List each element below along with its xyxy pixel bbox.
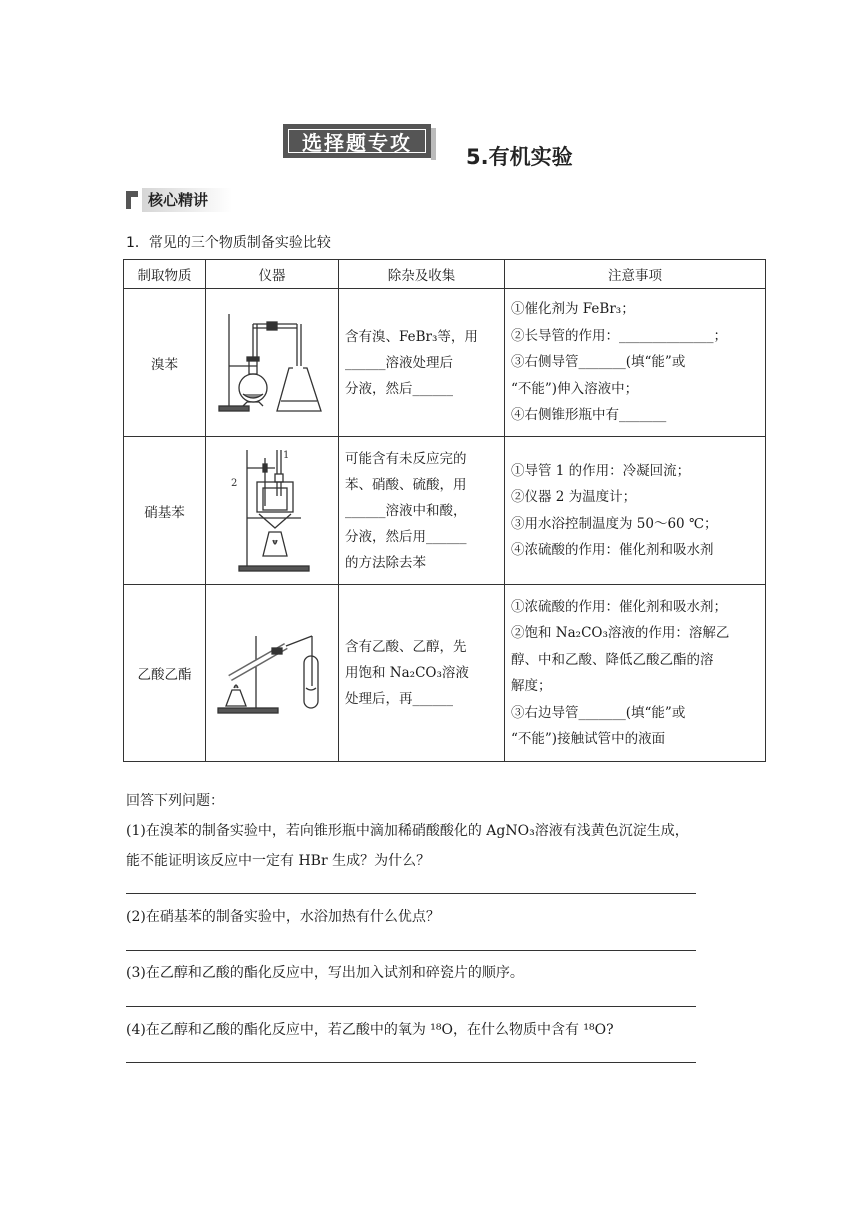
section-title: 核心精讲 — [148, 191, 209, 209]
note-line: ④浓硫酸的作用：催化剂和吸水剂 — [511, 542, 714, 558]
section-banner — [283, 124, 431, 158]
purification-cell — [339, 585, 505, 762]
note-line: “不能”)接触试管中的液面 — [511, 731, 666, 747]
ethyl-acetate-apparatus-icon — [216, 626, 328, 716]
substance-name: 硝基苯 — [124, 437, 206, 585]
purify-line: 可能含有未反应完的 — [345, 450, 467, 467]
answer-blank-4[interactable] — [126, 1062, 696, 1063]
note-line: ①浓硫酸的作用：催化剂和吸水剂； — [511, 598, 727, 615]
purify-line: 含有溴、FeBr₃等，用 — [345, 328, 478, 345]
note-line: “不能”)伸入溶液中； — [511, 380, 639, 397]
purify-line: ______溶液中和酸， — [345, 502, 467, 519]
questions-intro: 回答下列问题： — [126, 793, 224, 809]
substance-name: 乙酸乙酯 — [124, 585, 206, 762]
note-line: ③用水浴控制温度为 50～60 ℃； — [511, 515, 718, 532]
note-line: ③右边导管_______(填“能”或 — [511, 704, 686, 721]
table-row — [124, 585, 766, 762]
topic-title: 5.有机实验 — [466, 145, 573, 169]
answer-blank-3[interactable] — [126, 1006, 696, 1007]
nitrobenzene-apparatus-icon — [217, 444, 327, 574]
purify-line: 处理后，再______ — [345, 691, 453, 707]
question-4: (4)在乙醇和乙酸的酯化反应中，若乙酸中的氧为 ¹⁸O，在什么物质中含有 ¹⁸O? — [126, 1022, 614, 1038]
apparatus-cell — [206, 289, 339, 437]
section-heading — [126, 188, 232, 212]
table-header-row — [124, 260, 766, 289]
note-line: ②长导管的作用：______________； — [511, 327, 727, 344]
apparatus-label-1: 1 — [283, 449, 290, 461]
purification-cell — [339, 289, 505, 437]
note-line: 解度； — [511, 678, 552, 694]
answer-blank-2[interactable] — [126, 950, 696, 951]
note-line: ①导管 1 的作用：冷凝回流； — [511, 462, 691, 479]
header-cell: 除杂及收集 — [339, 260, 505, 289]
purify-line: 苯、硝酸、硫酸，用 — [345, 476, 467, 493]
notes-cell — [505, 289, 766, 437]
note-line: ②饱和 Na₂CO₃溶液的作用：溶解乙 — [511, 625, 730, 641]
question-1-line-a: (1)在溴苯的制备实验中，若向锥形瓶中滴加稀硝酸酸化的 AgNO₃溶液有浅黄色沉淀生成， — [126, 823, 689, 839]
header-cell: 注意事项 — [505, 260, 766, 289]
substance-name: 溴苯 — [124, 289, 206, 437]
note-line: ④右侧锥形瓶中有_______ — [511, 407, 667, 424]
bromobenzene-apparatus-icon — [217, 306, 327, 416]
apparatus-label-2: 2 — [231, 477, 238, 489]
banner-label: 选择题专攻 — [288, 129, 426, 153]
table-row — [124, 289, 766, 437]
note-line: ①催化剂为 FeBr₃； — [511, 301, 635, 318]
purify-line: 含有乙酸、乙醇，先 — [345, 639, 467, 655]
comparison-table — [123, 259, 766, 762]
question-1-line-b: 能不能证明该反应中一定有 HBr 生成？为什么？ — [126, 853, 431, 869]
answer-blank-1[interactable] — [126, 893, 696, 894]
table-row — [124, 437, 766, 585]
purification-cell — [339, 437, 505, 585]
apparatus-cell — [206, 585, 339, 762]
purify-line: 分液，然后用______ — [345, 528, 467, 545]
note-line: ③右侧导管_______(填“能”或 — [511, 354, 686, 371]
purify-line: 的方法除去苯 — [345, 554, 426, 571]
purify-line: 分液，然后______ — [345, 380, 453, 397]
purify-line: ______溶液处理后 — [345, 354, 453, 371]
question-3: (3)在乙醇和乙酸的酯化反应中，写出加入试剂和碎瓷片的顺序。 — [126, 965, 524, 981]
question-2: (2)在硝基苯的制备实验中，水浴加热有什么优点？ — [126, 909, 440, 925]
heading-marker-notch — [131, 197, 138, 209]
banner-shadow — [431, 128, 436, 160]
header-cell: 仪器 — [206, 260, 339, 289]
note-line: 醇、中和乙酸、降低乙酸乙酯的溶 — [511, 651, 714, 668]
subsection-title: 1．常见的三个物质制备实验比较 — [126, 235, 331, 251]
apparatus-cell — [206, 437, 339, 585]
notes-cell — [505, 585, 766, 762]
header-cell: 制取物质 — [124, 260, 206, 289]
note-line: ②仪器 2 为温度计； — [511, 489, 637, 505]
notes-cell — [505, 437, 766, 585]
purify-line: 用饱和 Na₂CO₃溶液 — [345, 665, 469, 681]
